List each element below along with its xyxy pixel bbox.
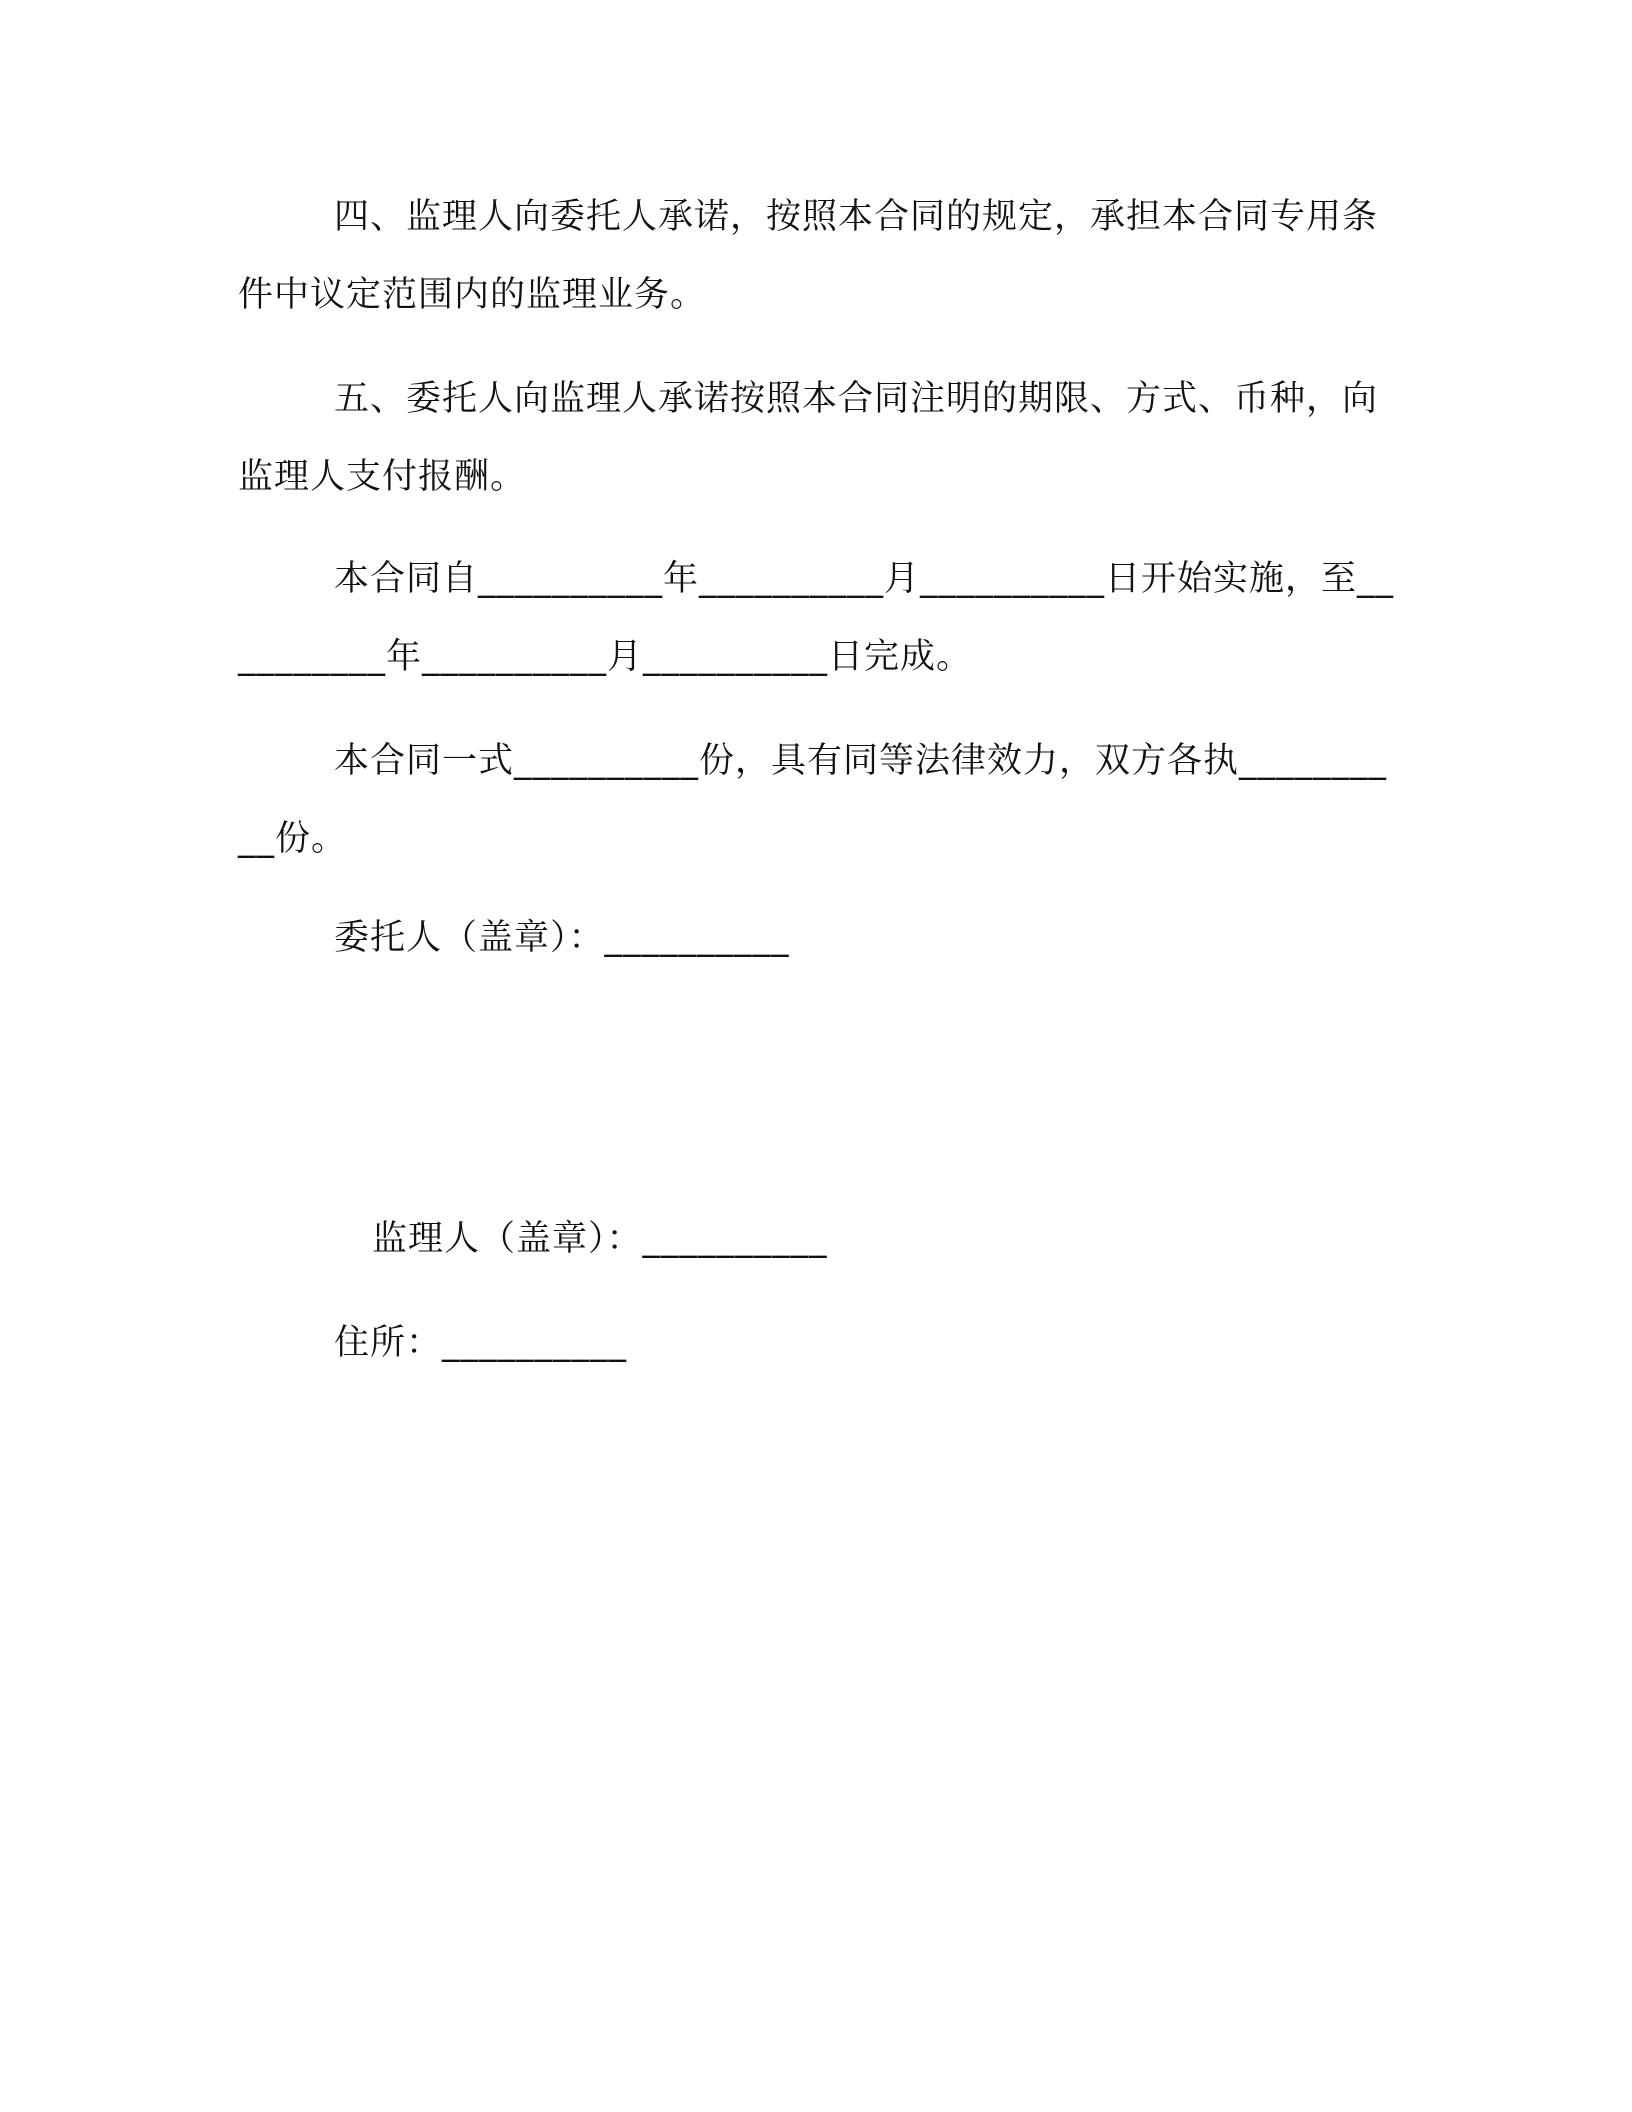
clause-four: 四、监理人向委托人承诺，按照本合同的规定，承担本合同专用条件中议定范围内的监理业务。 xyxy=(238,197,1379,315)
contract-term: 本合同自__________年__________月__________日开始实施，至__________年__________月__________日完成。 xyxy=(238,559,1395,677)
contract-copies: 本合同一式__________份，具有同等法律效力，双方各执__________份。 xyxy=(238,741,1388,859)
supervisor-signature: 监理人（盖章）：__________ xyxy=(372,1219,828,1259)
clause-five: 五、委托人向监理人承诺按照本合同注明的期限、方式、币种，向监理人支付报酬。 xyxy=(238,379,1379,497)
principal-signature: 委托人（盖章）：__________ xyxy=(334,918,790,958)
address-line: 住所：__________ xyxy=(334,1323,628,1363)
